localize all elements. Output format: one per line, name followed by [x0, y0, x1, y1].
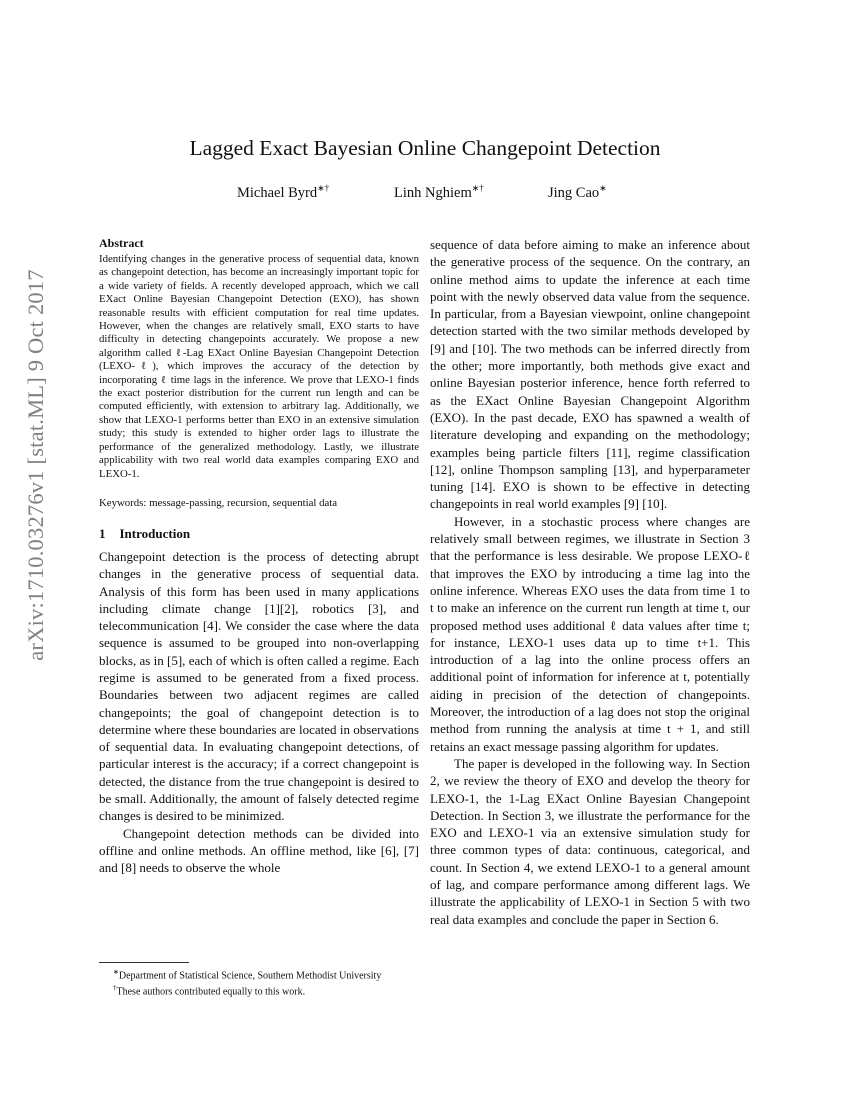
arxiv-stamp [0, 0, 70, 1100]
footnote-text: These authors contributed equally to this work. [116, 986, 306, 998]
footnote-mark: † [113, 984, 117, 993]
author-3 [548, 183, 607, 202]
footnotes [99, 962, 419, 999]
paragraph: sequence of data before aiming to make an inference about the generative process of the sequence. On the contrary, an online method aims to update the inference at each time point with the newly observed data value from the sequence. In particular, from a Bayesian viewpoint, online changepoint detection started with the two similar methods developed by [9] and [10]. The two methods can be inferred directly from the other; more importantly, both methods give exact and online Bayesian posterior inference, hence forth referred to as the EXact Online Bayesian Changepoint Algorithm (EXO). In the past decade, EXO has spawned a wealth of literature developing and expanding on the methodology; examples being particle filters [11], regime classification [12], online Thompson sampling [13], and hyperparameter tuning [14]. EXO is shown to be effective in detecting changepoints in real world examples [9] [10]. [430, 237, 750, 512]
author-2 [394, 183, 484, 202]
abstract-heading: Abstract [99, 236, 144, 250]
paragraph: Changepoint detection methods can be divided into offline and online methods. An offline method, like [6], [7] and [8] needs to observe the whole [99, 825, 419, 876]
author-1 [237, 183, 329, 202]
right-column [430, 236, 750, 928]
footnote-mark: ∗ [113, 968, 119, 976]
author-name: Jing Cao [548, 184, 600, 201]
arxiv-identifier: arXiv:1710.03276v1 [stat.ML] 9 Oct 2017 [23, 269, 48, 661]
author-name: Linh Nghiem [394, 184, 472, 201]
footnote-text: Department of Statistical Science, Southern Methodist University [118, 970, 382, 982]
section-heading [99, 526, 419, 542]
left-column [99, 236, 419, 877]
paragraph: However, in a stochastic process where changes are relatively small between regimes, we illustrate in Section 3 that the performance is less desirable. We propose LEXO-ℓ that improves the EXO by introducing a time lag into the online inference. Whereas EXO uses the data from time 1 to t to make an inference on the current run length at time t, our proposed method uses additional ℓ data values after time t; for instance, LEXO-1 uses data up to time t+1. This introduction of a lag into the online process offers an additional point of information for inference at t, potentially aiding in precision of the detection of changepoints. Moreover, the introduction of a lag does not stop the original method from running the analysis at time t + 1, and still retains an exact message passing algorithm for updates. [430, 513, 750, 754]
author-name: Michael Byrd [237, 184, 318, 201]
author-marks: ∗† [471, 183, 484, 193]
section-title: Introduction [119, 525, 191, 541]
author-marks: ∗ [599, 183, 607, 193]
paragraph: Changepoint detection is the process of detecting abrupt changes in the generative process of sequential data. Analysis of this form has been used in many applications including climate change [1][2], robotics [3], and telecommunication [4]. We consider the case where the data sequence is assumed to be grouped into non-overlapping blocks, as in [5], each of which is often called a regime. Each regime is assumed to be generated from a fixed process. Boundaries between two adjacent regimes are called changepoints; the goal of changepoint detection is to determine where these boundaries are located in observations of sequential data. In evaluating changepoint detections, of particular interest is the accuracy; if a correct changepoint is detected, the distance from the true changepoint is desired to be small. Additionally, the amount of falsely detected regime changes is desired to be minimized. [99, 548, 419, 824]
paragraph: The paper is developed in the following way. In Section 2, we review the theory of EXO and develop the theory for LEXO-1, the 1-Lag EXact Online Bayesian Changepoint Detection. In Section 3, we illustrate the performance for the EXO and LEXO-1 via an extensive simulation study for three common types of data: continuous, categorical, and count. In Section 4, we extend LEXO-1 to a general amount of lag, and compare performance among different lags. We illustrate the applicability of LEXO-1 in Section 5 with two real data examples and conclude the paper in Section 6. [430, 755, 750, 927]
abstract-text: Identifying changes in the generative process of sequential data, known as changepoint detection, has become an increasingly important topic for a wide variety of fields. A recently developed approach, which we call EXact Online Bayesian Changepoint Detection (EXO), has shown reasonable results with efficient computation for real time updates. However, when the changes are relatively small, EXO starts to have difficulty in detecting changepoints accurately. We propose a new algorithm called ℓ-Lag EXact Online Bayesian Changepoint Detection (LEXO-ℓ), which improves the accuracy of the detection by incorporating ℓ time lags in the inference. We prove that LEXO-1 finds the exact posterior distribution for the current run length and can be computed efficiently, with extension to arbitrary lag. Additionally, we show that LEXO-1 performs better than EXO in an extensive simulation study; this study is extended to higher order lags to illustrate the performance of the generalized methodology. Lastly, we illustrate applicability with two real world data examples comparing EXO and LEXO-1. [99, 253, 419, 480]
keywords: Keywords: message-passing, recursion, sequential data [99, 496, 338, 509]
footnote [99, 966, 419, 982]
section-number: 1 [99, 525, 106, 541]
paper-title: Lagged Exact Bayesian Online Changepoint Detection [189, 136, 661, 160]
footnote-rule [99, 962, 189, 963]
footnote [99, 982, 419, 998]
author-marks: ∗† [317, 183, 330, 193]
